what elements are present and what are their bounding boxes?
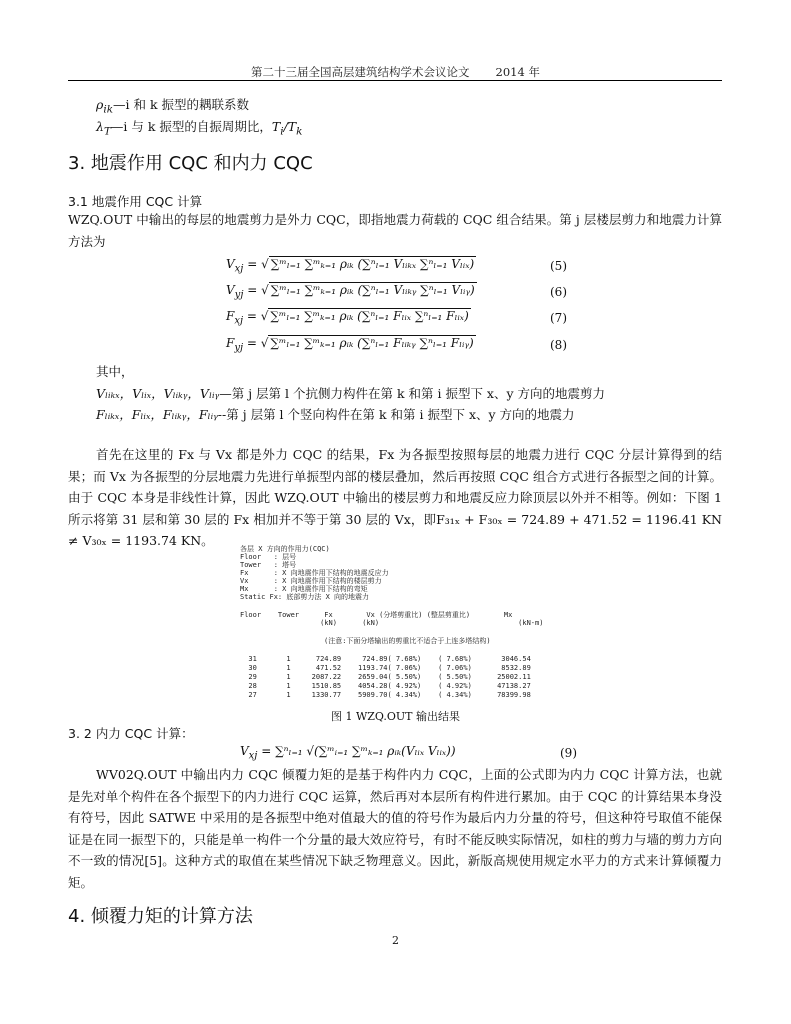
equation-8: $F_{yj}$ = √ ∑ᵐₗ₌₁ ∑ᵐₖ₌₁ ρᵢₖ (∑ⁿₗ₌₁ Fₗᵢₖᵧ ∑ⁿₗ₌₁ Fₗᵢᵧ) [226, 336, 474, 354]
def-rho-text: —i 和 k 振型的耦联系数 [113, 97, 249, 112]
eq8-lhs: F [226, 336, 235, 350]
equation-9: $V_{xj} = \sum^n_{l=1}$ √(∑ᵐᵢ₌₁ ∑ᵐₖ₌₁ ρᵢₖ(Vₗᵢₓ Vₗᵢₓ)) [240, 744, 456, 762]
eq6-lhs-sub: yj [234, 289, 244, 301]
figure-1-caption: 图 1 WZQ.OUT 输出结果 [330, 710, 461, 723]
eq8-body: ∑ᵐₗ₌₁ ∑ᵐₖ₌₁ ρᵢₖ (∑ⁿₗ₌₁ Fₗᵢₖᵧ ∑ⁿₗ₌₁ Fₗᵢᵧ) [270, 336, 474, 350]
figure-column-header: Floor Tower Fx Vx (分塔剪重比) (整层剪重比) Mx [240, 611, 513, 619]
figure-line: Fx : X 向地震作用下结构的地震反应力 [240, 569, 389, 577]
section-3-title: 3. 地震作用 CQC 和内力 CQC [68, 153, 313, 174]
figure-line: Floor : 层号 [240, 553, 297, 561]
equation-9-number: (9) [560, 746, 577, 760]
paragraph-cqc-explanation: 首先在这里的 Fx 与 Vx 都是外力 CQC 的结果，Fx 为各振型按照每层的地震力进行 CQC 分层计算得到的结果；而 Vx 为各振型的分层地震力先进行单振型内部的楼层叠加，然后再按照 CQC 组合方式进行各振型之间的计算。由于 CQC 本身是非线性计算，因此 WZQ.OUT 中输出的楼层剪力和地震反应力除顶层以外并不相等。例如：下图 1 所示将第 31 层和第 30 层的 Fx 相加并不等于第 30 层的 Vx，即F₃₁ₓ + F₃₀ₓ = 724.89 + 471.52 = 1196.41 KN ≠ V₃₀ₓ = 1193.74 KN。 [68, 447, 722, 549]
where-label: 其中， [96, 364, 134, 379]
where-v-line [96, 383, 605, 405]
figure-data-row: 29 1 2087.22 2659.04( 5.50%) ( 5.50%) 25002.11 [240, 673, 531, 681]
eq6-body: ∑ᵐₗ₌₁ ∑ᵐₖ₌₁ ρᵢₖ (∑ⁿₗ₌₁ Vₗᵢₖᵧ ∑ⁿₗ₌₁ Vₗᵢᵧ) [270, 283, 475, 297]
def-lambda-tail-t: T [271, 119, 281, 134]
def-lambda-text: —i 与 k 振型的自振周期比， [110, 119, 272, 134]
running-header [0, 64, 791, 80]
where-v-symbols: Vₗᵢₖₓ，Vₗᵢₓ，Vₗᵢₖᵧ，Vₗᵢᵧ [96, 386, 220, 401]
subsection-3-1-title: 3.1 地震作用 CQC 计算 [68, 194, 203, 209]
equation-7-number: (7) [550, 311, 567, 325]
header-year: 2014 年 [495, 65, 540, 79]
eq9-lhs-sub: xj [248, 750, 258, 762]
eq5-lhs: V [226, 257, 235, 271]
header-rule [68, 80, 722, 81]
equation-6-number: (6) [550, 285, 567, 299]
figure-line: Tower : 塔号 [240, 561, 297, 569]
where-v-text: —第 j 层第 l 个抗侧力构件在第 k 和第 i 振型下 x、y 方向的地震剪力 [219, 386, 606, 401]
def-lambda-tail-mid: /T [283, 119, 297, 134]
where-f-text: --第 j 层第 l 个竖向构件在第 k 和第 i 振型下 x、y 方向的地震力 [217, 407, 575, 422]
figure-data-row: 27 1 1330.77 5909.70( 4.34%) ( 4.34%) 78399.98 [240, 691, 531, 699]
eq6-lhs: V [226, 283, 235, 297]
where-f-line [96, 404, 575, 426]
def-lambda-symbol: λ [96, 119, 104, 134]
subsection-3-1-paragraph: WZQ.OUT 中输出的每层的地震剪力是外力 CQC，即指地震力荷载的 CQC 组合结果。第 j 层楼层剪力和地震力计算方法为 [68, 212, 722, 249]
figure-note: (注意:下面分塔输出的剪重比不适合于上连多塔结构) [324, 637, 491, 645]
def-rho-sub: ik [103, 103, 113, 116]
figure-data-row: 30 1 471.52 1193.74( 7.06%) ( 7.06%) 8532.89 [240, 664, 531, 672]
eq5-body: ∑ᵐₗ₌₁ ∑ᵐₖ₌₁ ρᵢₖ (∑ⁿₗ₌₁ Vₗᵢₖₓ ∑ⁿₗ₌₁ Vₗᵢₓ) [270, 257, 475, 271]
header-title: 第二十三届全国高层建筑结构学术会议论文 [251, 65, 470, 79]
figure-line: 各层 X 方向的作用力(CQC) [240, 545, 330, 553]
where-f-symbols: Fₗᵢₖₓ，Fₗᵢₓ，Fₗᵢₖᵧ，Fₗᵢᵧ [96, 407, 218, 422]
equation-5-number: (5) [550, 259, 567, 273]
figure-line: Mx : X 向地震作用下结构的弯矩 [240, 585, 368, 593]
equation-7: $F_{xj}$ = √ ∑ᵐₗ₌₁ ∑ᵐₖ₌₁ ρᵢₖ (∑ⁿₗ₌₁ Fₗᵢₓ ∑ⁿₗ₌₁ Fₗᵢₓ) [226, 309, 469, 327]
figure-1-wzq-output [240, 545, 556, 705]
eq7-body: ∑ᵐₗ₌₁ ∑ᵐₖ₌₁ ρᵢₖ (∑ⁿₗ₌₁ Fₗᵢₓ ∑ⁿₗ₌₁ Fₗᵢₓ) [270, 309, 469, 323]
eq8-lhs-sub: yj [234, 342, 244, 354]
figure-data-row: 28 1 1510.85 4054.28( 4.92%) ( 4.92%) 47138.27 [240, 682, 531, 690]
figure-line: Vx : X 向地震作用下结构的楼层剪力 [240, 577, 382, 585]
def-lambda-tail-i: i [280, 125, 284, 138]
equation-6: $V_{yj}$ = √ ∑ᵐₗ₌₁ ∑ᵐₖ₌₁ ρᵢₖ (∑ⁿₗ₌₁ Vₗᵢₖᵧ ∑ⁿₗ₌₁ Vₗᵢᵧ) [226, 283, 475, 301]
eq7-lhs-sub: xj [234, 315, 244, 327]
subsection-3-2-title: 3. 2 内力 CQC 计算： [68, 726, 194, 741]
eq9-lhs: V [240, 744, 249, 758]
equation-5: $V_{xj}$ = √ ∑ᵐₗ₌₁ ∑ᵐₖ₌₁ ρᵢₖ (∑ⁿₗ₌₁ Vₗᵢₖₓ ∑ⁿₗ₌₁ Vₗᵢₓ) [226, 257, 475, 275]
figure-data-row: 31 1 724.89 724.89( 7.68%) ( 7.68%) 3046.54 [240, 655, 531, 663]
eq9-body: ∑ⁿₗ₌₁ √(∑ᵐᵢ₌₁ ∑ᵐₖ₌₁ ρᵢₖ(Vₗᵢₓ Vₗᵢₓ)) [275, 744, 456, 758]
page-number: 2 [392, 934, 399, 947]
paragraph-internal-force-cqc: WV02Q.OUT 中输出内力 CQC 倾覆力矩的是基于构件内力 CQC，上面的公式即为内力 CQC 计算方法，也就是先对单个构件在各个振型下的内力进行 CQC 运算，然后再对本层所有构件进行累加。由于 CQC 的计算结果本身没有符号，因此 SATWE 中采用的是各振型中绝对值最大的值的符号作为最后内力分量的符号，但这种符号取值不能保证是在同一振型下的，只能是单一构件一个分量的最大效应符号，有时不能反映实际情况，如柱的剪力与墙的剪力方向不一致的情况[5]。这种方式的取值在某些情况下缺乏物理意义。因此，新版高规使用规定水平力的方式来计算倾覆力矩。 [68, 767, 722, 890]
equation-8-number: (8) [550, 338, 567, 352]
def-lambda-sub: T [103, 125, 111, 138]
eq7-lhs: F [226, 309, 235, 323]
def-lambda-tail-k: k [296, 125, 303, 138]
figure-column-units: (kN) (kN) (kN-m) [240, 619, 544, 627]
definition-lambda [96, 116, 302, 143]
def-rho-symbol: ρ [96, 97, 104, 112]
section-4-title: 4. 倾覆力矩的计算方法 [68, 906, 253, 927]
eq5-lhs-sub: xj [234, 263, 244, 275]
figure-line: Static Fx: 底部剪力法 X 向的地震力 [240, 593, 370, 601]
